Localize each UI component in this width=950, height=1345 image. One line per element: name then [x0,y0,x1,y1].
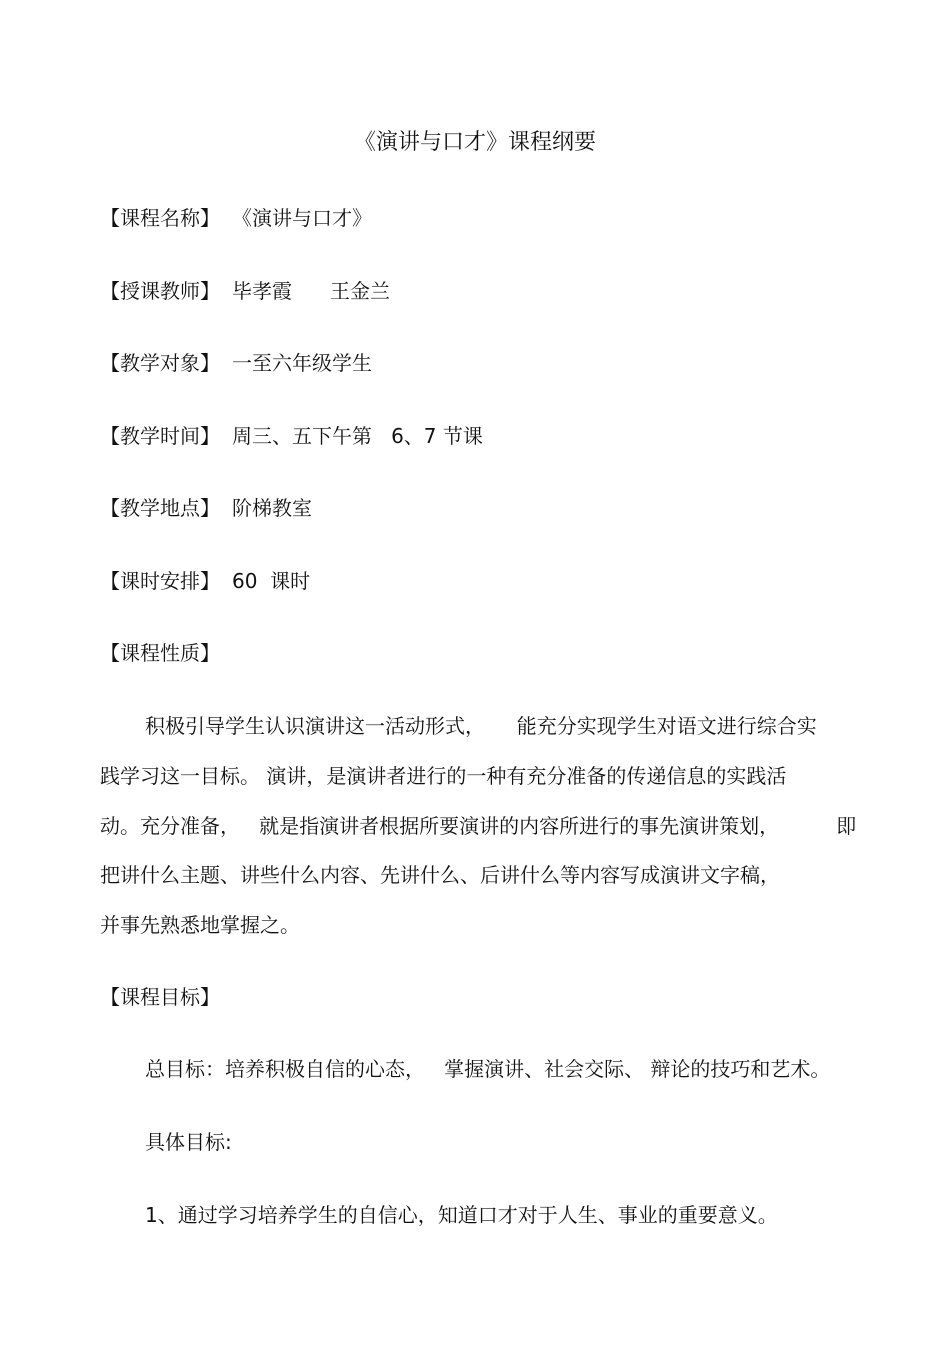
field-label: 【教学对象】 [100,351,220,375]
overall-goal: 总目标：培养积极自信的心态， 掌握演讲、社会交际、 辩论的技巧和艺术。 [145,1057,831,1081]
field-value: 一至六年级学生 [232,351,372,375]
nature-line: 践学习这一目标。 演讲，是演讲者进行的一种有充分准备的传递信息的实践活 [100,764,787,788]
field-value-secondary: 王金兰 [330,279,390,303]
field-location [100,494,312,522]
goal-item: 1、通过学习培养学生的自信心，知道口才对于人生、事业的重要意义。 [145,1203,778,1227]
field-value: 《演讲与口才》 [232,206,372,230]
section-heading-goals: 【课程目标】 [100,985,220,1009]
section-heading-nature: 【课程性质】 [100,641,220,665]
nature-line: 并事先熟悉地掌握之。 [100,913,300,937]
field-label: 【课时安排】 [100,569,220,593]
field-label: 【教学地点】 [100,496,220,520]
field-teachers [100,277,390,305]
document-title: 《演讲与口才》课程纲要 [353,130,596,155]
field-course-name [100,204,372,232]
specific-goals-heading: 具体目标: [145,1130,232,1154]
field-hours [100,567,310,595]
field-time [100,422,483,450]
field-value: 毕孝霞 [232,279,292,303]
field-value: 60 课时 [232,569,311,593]
nature-line: 把讲什么主题、讲些什么内容、先讲什么、后讲什么等内容写成演讲文字稿， [100,863,780,887]
field-audience [100,349,372,377]
nature-line: 动。充分准备， 就是指演讲者根据所要演讲的内容所进行的事先演讲策划， 即 [100,814,857,838]
field-value: 周三、五下午第 6、7 节课 [232,424,483,448]
field-label: 【授课教师】 [100,279,220,303]
field-label: 【课程名称】 [100,206,220,230]
field-value: 阶梯教室 [232,496,312,520]
field-label: 【教学时间】 [100,424,220,448]
nature-line: 积极引导学生认识演讲这一活动形式， 能充分实现学生对语文进行综合实 [145,714,817,738]
